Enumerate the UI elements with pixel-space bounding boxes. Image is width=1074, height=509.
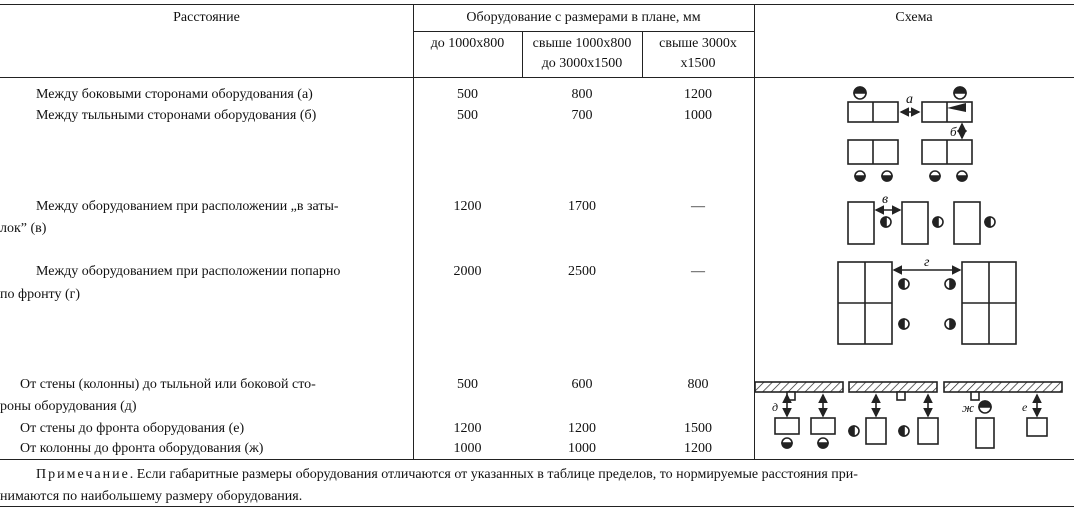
row-6-value-3: 1500 (684, 421, 712, 436)
scheme-g (838, 262, 1016, 344)
scheme-label-e: е (1022, 400, 1028, 414)
row-4-label-line2: по фронту (г) (0, 287, 81, 302)
row-6-label: От стены до фронта оборудования (е) (20, 421, 245, 436)
header-equipment: Оборудование с размерами в плане, мм (466, 10, 701, 25)
row-5-value-3: 800 (687, 377, 709, 392)
header-scheme: Схема (895, 10, 933, 25)
note-line1: . Если габаритные размеры оборудования отличаются от указанных в таблице пределов, то нормируемые расстояния при- (129, 467, 858, 482)
header-size-3-line2: х1500 (680, 56, 716, 71)
row-2-label: Между тыльными сторонами оборудования (б) (36, 108, 317, 123)
row-7-label: От колонны до фронта оборудования (ж) (20, 441, 264, 456)
row-5-label-line1: От стены (колонны) до тыльной или боковой сто- (20, 377, 316, 392)
note (36, 464, 1072, 486)
row-7-value-2: 1000 (568, 441, 596, 456)
row-3-label-line2: лок” (в) (0, 221, 47, 236)
row-2-value-2: 700 (571, 108, 593, 123)
scheme-v (848, 202, 995, 244)
row-1-value-3: 1200 (684, 87, 712, 102)
scheme-label-d: д (772, 400, 779, 414)
scheme-label-a: а (906, 92, 913, 107)
scheme-label-b: б (950, 124, 957, 139)
header-size-1: до 1000х800 (430, 36, 505, 51)
row-1-value-1: 500 (457, 87, 478, 102)
row-5-label-line2: роны оборудования (д) (0, 399, 137, 414)
row-3-value-2: 1700 (568, 199, 596, 214)
scheme-d-e-zh (755, 382, 1062, 448)
header-size-2-line1: свыше 1000х800 (532, 36, 632, 51)
row-2-value-1: 500 (457, 108, 478, 123)
scheme-label-v: в (882, 192, 889, 207)
row-1-label: Между боковыми сторонами оборудования (а) (36, 87, 313, 102)
row-3-value-3: — (691, 199, 705, 214)
row-5-value-1: 500 (457, 377, 478, 392)
row-4-label-line1: Между оборудованием при расположении попарно (36, 264, 341, 279)
scheme-label-g: г (924, 255, 930, 270)
row-7-value-1: 1000 (453, 441, 482, 456)
header-size-2-line2: до 3000х1500 (541, 56, 623, 71)
note-line2: нимаются по наибольшему размеру оборудования. (0, 489, 303, 504)
row-3-label-line1: Между оборудованием при расположении „в заты- (36, 199, 339, 214)
header-size-3-line1: свыше 3000х (659, 36, 737, 51)
row-4-value-2: 2500 (568, 264, 596, 279)
row-6-value-1: 1200 (453, 421, 482, 436)
row-1-value-2: 800 (571, 87, 593, 102)
scheme-label-zh: ж (962, 400, 975, 415)
row-7-value-3: 1200 (684, 441, 712, 456)
row-4-value-1: 2000 (453, 264, 482, 279)
row-5-value-2: 600 (571, 377, 593, 392)
row-2-value-3: 1000 (684, 108, 712, 123)
row-6-value-2: 1200 (568, 421, 596, 436)
note-title: Примечание (36, 467, 130, 482)
row-4-value-3: — (691, 264, 705, 279)
row-3-value-1: 1200 (453, 199, 482, 214)
header-distance: Расстояние (173, 10, 240, 25)
